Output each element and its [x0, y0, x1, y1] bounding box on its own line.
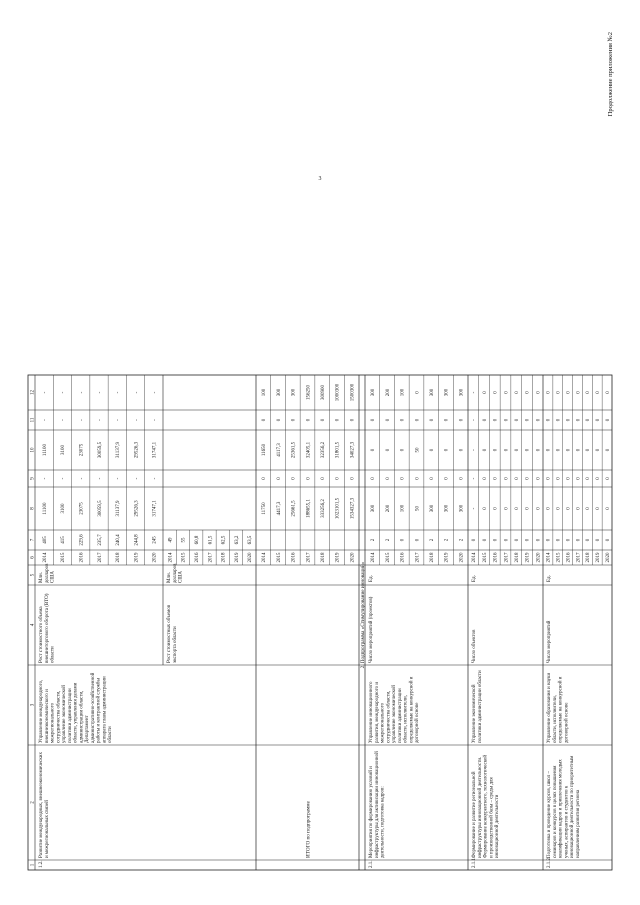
row-2-1-row-6-col-10: 0 [459, 448, 465, 452]
row-2-1-2-row-4-col-7: 0 [586, 538, 592, 542]
subprogram-total-row-5-col-8: 1023101,5 [335, 497, 341, 520]
row-2-1-row-0-col-9: 0 [371, 477, 377, 480]
row-2-1-1-row-3-col-6: 2017 [504, 552, 510, 563]
row-2-1-1-number: 2.1.1. [472, 856, 477, 868]
row-2-1-2-row-1-col-9: 0 [556, 477, 562, 480]
row-2-1-1-row-5-col-8: 0 [525, 507, 531, 510]
subprogram-total-row-0-col-6: 2014 [262, 552, 268, 563]
row-2-1-row-5-col-7: 2 [444, 538, 450, 542]
row-2-1-row-3-col-8: 50 [415, 506, 421, 511]
subprogram-total-row-4-col-8: 333256,2 [321, 499, 327, 518]
row-2-1-2-indicator: Число мероприятий [547, 620, 552, 663]
row-2-1-2-row-3-col-11: 0 [576, 418, 582, 422]
row-2-1-row-5-col-12: 300 [444, 388, 450, 397]
row-2-1-1-row-3-col-8: 0 [504, 507, 510, 510]
row-1-2-trade-row-0-col-9: - [42, 477, 48, 480]
row-1-2-trade-row-3-col-9: - [97, 477, 103, 480]
row-2-1-2-row-5-col-12: 0 [596, 391, 602, 394]
subprogram-total-row-2-col-6: 2016 [291, 552, 297, 563]
row-1-2-export-row-4-col-7: 62,5 [221, 535, 227, 545]
row-2-1-1-row-5-col-11: 0 [525, 418, 531, 422]
page-number: 3 [318, 176, 322, 182]
row-2-1-2-row-2-col-7: 0 [566, 538, 572, 542]
row-2-1-2-row-4-col-10: 0 [586, 448, 592, 452]
row-2-1-2-row-1-col-10: 0 [556, 448, 562, 452]
row-1-2-trade-row-3-col-8: 30059,5 [97, 500, 103, 517]
subprogram-total-row-6-col-11: 0 [350, 418, 356, 422]
row-2-1-1-row-4-col-10: 0 [515, 448, 521, 452]
column-header-5: 5 [30, 573, 36, 577]
row-1-2-trade-row-2-col-6: 2016 [79, 552, 85, 563]
column-header-3: 3 [30, 703, 36, 707]
row-1-2-executor: Управление международного,внешнеэкономического имежрегиональногосотрудничества области,управление экономическойполитики администрацииобласти, управления деламиадминистрации области,Департаментадминистративно-хозяйственнойработы и контрактной службыаппарата главы администрацииобласти [39, 672, 113, 743]
row-1-2-trade-row-5-col-7: 244,8 [134, 534, 140, 546]
row-2-1-1-row-4-col-8: 0 [515, 507, 521, 510]
row-2-1-row-6-col-6: 2020 [459, 552, 465, 563]
row-1-2-trade-row-4-col-12: - [116, 391, 122, 394]
row-2-1-1-row-0-col-7: 0 [472, 538, 478, 542]
subprogram-total-row-6-col-12: 1500300 [350, 383, 356, 402]
row-2-1-1-row-4-col-7: 0 [515, 538, 521, 542]
row-1-2-trade-row-5-col-12: - [134, 391, 140, 394]
row-2-1-2-row-0-col-10: 0 [546, 448, 552, 452]
row-2-1-number: 2.1. [369, 860, 374, 868]
row-1-2-trade-row-4-col-8: 31137,9 [116, 500, 122, 517]
column-header-11: 11 [30, 417, 36, 423]
row-1-2-trade-row-4-col-7: 240,4 [116, 534, 122, 546]
row-2-1-row-0-col-6: 2014 [371, 552, 377, 563]
row-2-1-1-row-0-col-12: - [472, 391, 478, 394]
row-2-1-row-0-col-10: 0 [371, 448, 377, 452]
row-2-1-2-row-6-col-6: 2020 [605, 552, 611, 563]
row-2-1-2-row-0-col-8: 0 [546, 507, 552, 510]
row-2-1-row-2-col-9: 0 [400, 477, 406, 480]
row-2-1-unit: Ед. [369, 575, 374, 582]
row-1-2-trade-row-5-col-6: 2019 [134, 552, 140, 563]
row-1-2-trade-row-4-col-6: 2018 [116, 552, 122, 563]
row-2-1-2-row-6-col-9: 0 [605, 477, 611, 480]
row-1-2-trade-row-6-col-9: - [152, 477, 158, 480]
row-2-1-1-row-5-col-10: 0 [525, 448, 531, 452]
row-2-1-row-1-col-6: 2015 [385, 552, 391, 563]
row-1-2-export-row-3-col-7: 61,5 [208, 535, 214, 545]
row-1-2-export-row-2-col-6: 2016 [195, 552, 201, 563]
subprogram-total-row-2-col-10: 25361,5 [291, 441, 297, 459]
row-2-1-2-row-5-col-11: 0 [596, 418, 602, 422]
column-header-7: 7 [30, 538, 36, 542]
row-1-2-trade-row-4-col-9: - [116, 477, 122, 480]
row-1-2-trade-row-1-col-8: 3100 [61, 503, 67, 514]
row-2-1-1-row-3-col-10: 0 [504, 448, 510, 452]
column-header-8: 8 [30, 507, 36, 510]
subprogram-total-row-5-col-10: 31801,5 [335, 441, 341, 459]
subprogram-total-row-5-col-6: 2019 [335, 552, 341, 563]
row-1-2-trade-row-1-col-10: 3100 [61, 445, 67, 455]
row-2-1-1-indicator: Число объектов [472, 629, 477, 663]
row-1-2-trade-row-2-col-10: 23075 [79, 443, 85, 457]
row-2-1-2-row-0-col-6: 2014 [546, 552, 552, 563]
row-1-2-export-row-1-col-7: 55 [181, 537, 187, 543]
row-2-1-row-2-col-10: 0 [400, 448, 406, 452]
row-2-1-row-2-col-8: 100 [400, 504, 406, 513]
row-2-1-2-row-6-col-7: 0 [605, 538, 611, 542]
row-2-1-1-row-2-col-7: 0 [493, 538, 499, 542]
row-1-2-trade-row-2-col-7: 229,6 [79, 534, 85, 546]
column-header-6: 6 [30, 556, 36, 559]
row-2-1-row-1-col-10: 0 [385, 448, 391, 452]
row-1-2-export-row-3-col-6: 2017 [208, 552, 214, 563]
row-2-1-1-row-6-col-9: 0 [536, 477, 542, 480]
row-2-1-1-row-6-col-11: 0 [536, 418, 542, 422]
row-2-1-2-row-0-col-7: 0 [546, 538, 552, 542]
row-2-1-1-row-2-col-6: 2016 [493, 552, 499, 563]
row-2-1-row-4-col-9: 0 [430, 477, 436, 480]
row-1-2-trade-row-5-col-9: - [134, 477, 140, 480]
row-1-2-export-row-5-col-6: 2019 [234, 552, 240, 563]
row-2-1-row-2-col-11: 0 [400, 418, 406, 422]
row-2-1-1-row-5-col-6: 2019 [525, 552, 531, 563]
row-2-1-2-row-1-col-7: 0 [556, 538, 562, 542]
row-1-2-indicator-trade: Рост стоимостного объемавнешнеторгового оборота (ВТО)области [39, 593, 56, 663]
subprogram-total-row-6-col-6: 2020 [350, 552, 356, 563]
row-2-1-2-row-0-col-9: 0 [546, 477, 552, 480]
row-2-1-2-row-2-col-6: 2016 [566, 552, 572, 563]
subprogram-total-row-5-col-9: 0 [335, 477, 341, 480]
row-2-1-2-row-6-col-10: 0 [605, 448, 611, 452]
row-1-2-trade-row-0-col-12: - [42, 391, 48, 394]
row-1-2-trade-row-5-col-11: - [134, 419, 140, 421]
row-2-1-row-1-col-9: 0 [385, 477, 391, 480]
row-2-1-2-row-4-col-9: 0 [586, 477, 592, 480]
subprogram-total-row-4-col-11: 0 [321, 418, 327, 422]
row-2-1-row-3-col-12: 0 [415, 391, 421, 394]
row-2-1-2-row-3-col-10: 0 [576, 448, 582, 452]
row-2-1-row-3-col-10: 50 [415, 447, 421, 453]
row-2-1-row-5-col-10: 0 [444, 448, 450, 452]
row-2-1-row-0-col-8: 300 [371, 504, 377, 513]
row-2-1-row-3-col-11: 0 [415, 418, 421, 422]
row-2-1-1-row-1-col-10: 0 [482, 448, 488, 452]
row-2-1-row-2-col-6: 2016 [400, 552, 406, 563]
row-1-2-trade-row-6-col-10: 31747,1 [152, 441, 158, 459]
row-1-2-trade-row-2-col-11: - [79, 419, 85, 421]
row-2-1-1-row-4-col-6: 2018 [515, 552, 521, 563]
row-1-2-trade-row-2-col-9: - [79, 477, 85, 480]
row-2-1-2-row-3-col-7: 0 [576, 538, 582, 542]
row-2-1-2-row-3-col-9: 0 [576, 477, 582, 480]
row-2-1-2-row-2-col-8: 0 [566, 507, 572, 510]
subprogram-total-row-1-col-11: 0 [276, 418, 282, 422]
column-header-4: 4 [30, 623, 36, 627]
row-1-2-trade-row-1-col-11: - [61, 419, 67, 421]
subprogram-total-row-3-col-11: 0 [306, 418, 312, 422]
subprogram-total-row-3-col-6: 2017 [306, 552, 312, 563]
row-1-2-trade-row-4-col-11: - [116, 419, 122, 421]
row-1-2-trade-row-5-col-10: 29526,3 [134, 441, 140, 459]
row-2-1-2-row-1-col-6: 2015 [556, 552, 562, 563]
subprogram-total-row-2-col-12: 300 [291, 388, 297, 397]
subprogram-total-row-0-col-9: 0 [262, 477, 268, 480]
row-2-1-row-3-col-6: 2017 [415, 552, 421, 563]
row-2-1-1-row-0-col-8: - [472, 507, 478, 510]
row-1-2-trade-row-4-col-10: 31137,9 [116, 441, 122, 459]
row-1-2-trade-row-0-col-7: 405 [42, 536, 48, 544]
row-2-1-1-row-3-col-7: 0 [504, 538, 510, 542]
row-2-1-2-row-5-col-6: 2019 [596, 552, 602, 563]
row-2-1-row-0-col-7: 2 [371, 538, 377, 542]
row-2-1-row-6-col-8: 300 [459, 504, 465, 513]
row-2-1-2-row-5-col-7: 0 [596, 538, 602, 542]
row-2-1-row-3-col-9: 0 [415, 477, 421, 480]
subprogram-total-row-4-col-10: 32356,2 [321, 441, 327, 459]
row-2-1-row-4-col-8: 300 [430, 504, 436, 513]
row-2-1-row-4-col-10: 0 [430, 448, 436, 452]
row-2-1-row-2-col-7: 0 [400, 538, 406, 542]
row-2-1-row-1-col-7: 2 [385, 538, 391, 542]
row-2-1-2-row-1-col-11: 0 [556, 418, 562, 422]
row-2-1-row-6-col-9: 0 [459, 477, 465, 480]
row-2-1-1-row-6-col-7: 0 [536, 538, 542, 542]
row-2-1-1-row-5-col-7: 0 [525, 538, 531, 542]
subprogram-total-row-0-col-8: 11750 [262, 502, 268, 515]
row-1-2-trade-row-3-col-10: 30059,5 [97, 441, 103, 459]
row-1-2-trade-row-3-col-12: - [97, 391, 103, 394]
row-2-1-2-row-6-col-12: 0 [605, 391, 611, 394]
subprogram-total-row-1-col-12: 300 [276, 388, 282, 397]
row-1-2-trade-row-3-col-6: 2017 [97, 552, 103, 563]
subprogram-total-row-3-col-12: 156250 [306, 385, 312, 400]
row-1-2-export-row-4-col-6: 2018 [221, 552, 227, 563]
row-2-1-1-row-3-col-9: 0 [504, 477, 510, 480]
row-2-1-1-unit: Ед. [472, 575, 477, 582]
subprogram-total-row-2-col-11: 0 [291, 418, 297, 422]
subprogram-total-row-0-col-11: 0 [262, 418, 268, 422]
row-2-1-2-row-4-col-8: 0 [586, 507, 592, 510]
row-2-1-1-row-4-col-12: 0 [515, 391, 521, 394]
subprogram-total-row-1-col-6: 2015 [276, 552, 282, 563]
row-2-1-row-4-col-6: 2018 [430, 552, 436, 563]
subprogram-total-row-0-col-12: 100 [262, 388, 268, 397]
row-2-1-1-row-4-col-9: 0 [515, 477, 521, 480]
row-2-1-2-row-2-col-11: 0 [566, 418, 572, 422]
row-2-1-1-row-2-col-8: 0 [493, 507, 499, 510]
subprogram-total-row-6-col-9: 0 [350, 477, 356, 480]
row-1-2-trade-row-1-col-6: 2015 [61, 552, 67, 563]
row-2-1-1-name: Формирование и развитие региональнойинфраструктуры инновационной деятельности.Формирование конкурентного, технологическойи производственной базы – среды дляинновационной деятельности [472, 754, 500, 858]
row-1-2-trade-row-1-col-9: - [61, 477, 67, 480]
row-1-2-export-row-6-col-6: 2020 [248, 552, 254, 563]
row-2-1-row-5-col-6: 2019 [444, 552, 450, 563]
subprogram-total-row-2-col-8: 25661,5 [291, 500, 297, 517]
row-2-1-name: Мероприятия по формированию условий иинфраструктуры для активизации инновационнойдеятельности, подготовка кадров: [369, 751, 386, 858]
row-2-1-2-row-4-col-6: 2018 [586, 552, 592, 563]
row-1-2-trade-row-3-col-7: 235,7 [97, 534, 103, 546]
row-2-1-row-6-col-12: 300 [459, 388, 465, 397]
row-2-1-2-row-5-col-9: 0 [596, 477, 602, 480]
continuation-note: Продолжение приложения №2 [607, 32, 614, 117]
subprogram-total-row-1-col-10: 4117,3 [276, 443, 282, 457]
row-2-1-1-row-1-col-11: 0 [482, 418, 488, 422]
row-1-2-number: 1.2. [39, 860, 44, 868]
row-2-1-1-row-5-col-12: 0 [525, 391, 531, 394]
row-2-1-2-number: 2.1.2. [547, 856, 552, 868]
subprogram-total-row-4-col-6: 2018 [321, 552, 327, 563]
row-2-1-row-1-col-8: 200 [385, 504, 391, 513]
row-2-1-1-row-0-col-6: 2014 [472, 552, 478, 563]
row-1-2-unit-export: Млн.долларовСША [167, 563, 184, 583]
row-1-2-trade-row-1-col-12: - [61, 391, 67, 394]
row-2-1-row-4-col-7: 2 [430, 538, 436, 542]
row-2-1-row-0-col-12: 300 [371, 388, 377, 397]
row-2-1-2-row-2-col-9: 0 [566, 477, 572, 480]
row-2-1-row-4-col-12: 300 [430, 388, 436, 397]
row-1-2-trade-row-6-col-7: 245 [152, 536, 158, 544]
row-2-1-1-row-6-col-10: 0 [536, 448, 542, 452]
row-2-1-1-row-2-col-11: 0 [493, 418, 499, 422]
subprogram-total-row-1-col-8: 4417,3 [276, 501, 282, 516]
subprogram-total-row-6-col-8: 1534327,3 [350, 497, 356, 520]
row-2-1-2-row-3-col-12: 0 [576, 391, 582, 394]
row-1-2-trade-row-5-col-8: 29526,3 [134, 500, 140, 517]
subprogram-total-row-5-col-11: 0 [335, 418, 341, 422]
row-2-1-1-row-3-col-11: 0 [504, 418, 510, 422]
row-1-2-trade-row-6-col-11: - [152, 419, 158, 421]
row-2-1-1-row-0-col-10: - [472, 449, 478, 451]
row-1-2-trade-row-2-col-12: - [79, 391, 85, 394]
subprogram-total-label: ИТОГО по подпрограмме [305, 801, 312, 858]
row-2-1-row-6-col-11: 0 [459, 418, 465, 422]
column-header-10: 10 [30, 447, 36, 453]
row-1-2-unit-trade: Млн.долларовСША [39, 563, 56, 583]
row-2-1-2-row-0-col-11: 0 [546, 418, 552, 422]
row-2-1-1-row-5-col-9: 0 [525, 477, 531, 480]
row-2-1-1-row-1-col-8: 0 [482, 507, 488, 510]
row-2-1-1-row-1-col-7: 0 [482, 538, 488, 542]
row-1-2-trade-row-0-col-11: - [42, 419, 48, 421]
row-2-1-2-row-3-col-8: 0 [576, 507, 582, 510]
row-1-2-trade-row-6-col-12: - [152, 391, 158, 394]
row-1-2-export-row-5-col-7: 63,2 [234, 535, 240, 545]
row-2-1-row-5-col-11: 0 [444, 418, 450, 422]
row-2-1-1-row-2-col-10: 0 [493, 448, 499, 452]
section-2-heading: 2. Подпрограмма «Стимулирование инноваций» [360, 561, 366, 669]
subprogram-total-row-3-col-10: 32405,1 [306, 441, 312, 459]
rotated-table [28, 375, 612, 870]
subprogram-total-row-5-col-12: 1000300 [335, 383, 341, 402]
column-header-1: 1 [30, 863, 36, 867]
row-2-1-1-row-6-col-6: 2020 [536, 552, 542, 563]
subprogram-total-row-3-col-8: 188655,1 [306, 499, 312, 518]
subprogram-total-row-0-col-10: 11650 [262, 443, 268, 457]
row-2-1-2-row-2-col-10: 0 [566, 448, 572, 452]
row-1-2-name: Развитие международных, внешнеэкономическихи межрегиональных связей [39, 752, 50, 858]
row-2-1-row-1-col-11: 0 [385, 418, 391, 422]
column-header-2: 2 [30, 801, 36, 804]
subprogram-total-row-2-col-9: 0 [291, 477, 297, 480]
row-2-1-2-executor: Управление образования и наукиобласти, исполнители,определяемые на конкурсной идоговорной основе [547, 672, 570, 743]
row-2-1-2-row-1-col-12: 0 [556, 391, 562, 394]
subprogram-total-row-3-col-9: 0 [306, 477, 312, 480]
row-2-1-1-row-0-col-9: - [472, 477, 478, 480]
subprogram-total-row-6-col-10: 34027,3 [350, 441, 356, 459]
row-2-1-2-row-6-col-8: 0 [605, 507, 611, 510]
row-1-2-trade-row-0-col-6: 2014 [42, 552, 48, 563]
row-1-2-trade-row-6-col-6: 2020 [152, 552, 158, 563]
row-2-1-1-row-1-col-9: 0 [482, 477, 488, 480]
row-2-1-2-name: Подготовка и проведение курсов, школ –семинаров и конкурсов в целях повышенияквалификации кадров и привлечения молодыхученых, аспирантов и студентов кинновационной деятельности по приоритетнымнаправлениям развития региона [547, 755, 581, 858]
row-2-1-row-1-col-12: 200 [385, 388, 391, 397]
column-header-12: 12 [30, 390, 36, 395]
row-2-1-1-row-0-col-11: - [472, 419, 478, 421]
row-2-1-2-unit: Ед. [547, 575, 552, 582]
row-1-2-export-row-1-col-6: 2015 [181, 552, 187, 563]
row-2-1-1-executor: Управление экономическойполитики администрации области [472, 670, 483, 743]
row-2-1-2-row-6-col-11: 0 [605, 418, 611, 422]
subprogram-total-row-4-col-12: 300900 [321, 385, 327, 400]
row-2-1-1-row-1-col-12: 0 [482, 391, 488, 394]
row-2-1-2-row-5-col-10: 0 [596, 448, 602, 452]
row-2-1-row-5-col-9: 0 [444, 477, 450, 480]
row-2-1-1-row-2-col-12: 0 [493, 391, 499, 394]
row-2-1-2-row-5-col-8: 0 [596, 507, 602, 510]
row-2-1-1-row-6-col-8: 0 [536, 507, 542, 510]
row-2-1-row-0-col-11: 0 [371, 418, 377, 422]
row-1-2-trade-row-1-col-7: 415 [61, 536, 67, 544]
row-2-1-row-3-col-7: 0 [415, 538, 421, 542]
row-2-1-1-row-2-col-9: 0 [493, 477, 499, 480]
row-2-1-1-row-6-col-12: 0 [536, 391, 542, 394]
row-2-1-row-5-col-8: 300 [444, 504, 450, 513]
subprogram-total-row-1-col-9: 0 [276, 477, 282, 480]
row-2-1-2-row-1-col-8: 0 [556, 507, 562, 510]
row-2-1-2-row-3-col-6: 2017 [576, 552, 582, 563]
row-1-2-export-row-6-col-7: 63,5 [248, 535, 254, 545]
row-2-1-1-row-1-col-6: 2015 [482, 552, 488, 563]
row-1-2-export-row-0-col-6: 2014 [168, 552, 174, 563]
row-1-2-trade-row-2-col-8: 23075 [79, 502, 85, 515]
row-2-1-row-2-col-12: 100 [400, 388, 406, 397]
row-2-1-2-row-4-col-12: 0 [586, 391, 592, 394]
row-2-1-row-6-col-7: 2 [459, 538, 465, 542]
row-1-2-export-row-0-col-7: 49 [168, 537, 174, 543]
row-1-2-trade-row-3-col-11: - [97, 419, 103, 421]
row-1-2-trade-row-0-col-8: 11100 [42, 502, 48, 515]
row-2-1-row-4-col-11: 0 [430, 418, 436, 422]
row-1-2-trade-row-0-col-10: 11100 [42, 443, 48, 457]
subprogram-total-row-4-col-9: 0 [321, 477, 327, 480]
row-2-1-1-row-3-col-12: 0 [504, 391, 510, 394]
row-2-1-1-row-4-col-11: 0 [515, 418, 521, 422]
row-1-2-export-row-2-col-7: 60,8 [195, 535, 201, 545]
row-2-1-2-row-2-col-12: 0 [566, 391, 572, 394]
row-1-2-trade-row-6-col-8: 31747,1 [152, 500, 158, 517]
row-2-1-2-row-0-col-12: 0 [546, 391, 552, 394]
row-1-2-indicator-export: Рост стоимостных объемовэкспорта области [167, 604, 178, 663]
column-header-9: 9 [30, 477, 36, 480]
row-2-1-indicator: Число мероприятий (проектов) [369, 596, 374, 663]
row-2-1-executor: Управление инновационногоразвития, международного имежрегиональногосотрудничества области,управление экономическойполитики администрацииобласти, исполнители,определяемые на конкурсной идоговорной основе [369, 676, 420, 743]
row-2-1-2-row-4-col-11: 0 [586, 418, 592, 422]
